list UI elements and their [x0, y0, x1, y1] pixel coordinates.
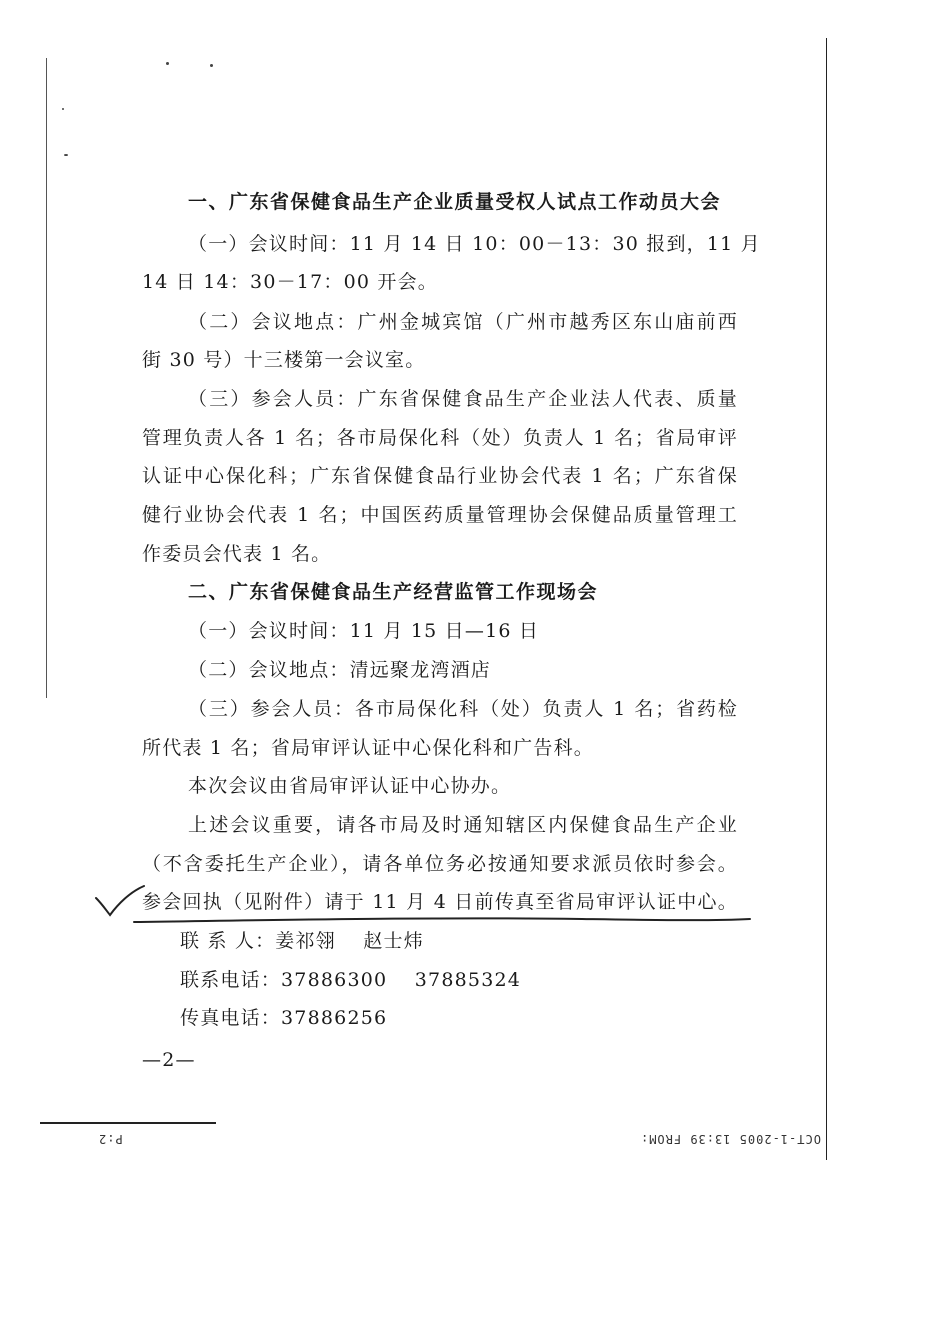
- footer-rule: [40, 1122, 216, 1124]
- section1-place-line1: （二）会议地点：广州金城宾馆（广州市越秀区东山庙前西: [188, 311, 738, 333]
- section2-attendees-line2: 所代表 1 名；省局审评认证中心保化科和广告科。: [142, 737, 594, 759]
- handwritten-underline: [132, 913, 752, 927]
- section1-attendees-line5: 作委员会代表 1 名。: [142, 543, 332, 565]
- page-edge-rule: [826, 38, 827, 1160]
- section1-attendees-line1: （三）参会人员：广东省保健食品生产企业法人代表、质量: [188, 388, 738, 410]
- contact-phone-values: 37886300 37885324: [281, 969, 522, 991]
- page-number: —2—: [142, 1049, 196, 1071]
- section1-attendees-line2: 管理负责人各 1 名；各市局保化科（处）负责人 1 名；省局审评: [142, 427, 738, 449]
- contact-person-names: 姜祁翎 赵士炜: [275, 930, 424, 952]
- note-important-line2: （不含委托生产企业），请各单位务必按通知要求派员依时参会。: [142, 853, 738, 875]
- note-important-line1: 上述会议重要，请各市局及时通知辖区内保健食品生产企业: [188, 814, 738, 836]
- scan-speck: [166, 62, 169, 65]
- section1-heading: 一、广东省保健食品生产企业质量受权人试点工作动员大会: [188, 191, 722, 213]
- contact-fax-label: 传真电话：: [180, 1007, 282, 1029]
- note-cohost: 本次会议由省局审评认证中心协办。: [188, 775, 512, 797]
- section1-time-line2: 14 日 14：30－17：00 开会。: [142, 271, 439, 293]
- fax-page-indicator: P:2: [98, 1132, 123, 1146]
- contact-fax-row: [180, 1006, 387, 1030]
- section1-attendees-line3: 认证中心保化科；广东省保健食品行业协会代表 1 名；广东省保: [142, 465, 738, 487]
- section2-attendees-line1: （三）参会人员：各市局保化科（处）负责人 1 名；省药检: [188, 698, 738, 720]
- contact-person-label: 联 系 人：: [180, 930, 276, 952]
- section2-time-line: （一）会议时间：11 月 15 日—16 日: [188, 620, 540, 642]
- contact-fax-value: 37886256: [281, 1007, 388, 1029]
- section1-time-line1: （一）会议时间：11 月 14 日 10：00－13：30 报到，11 月: [188, 233, 761, 255]
- section1-place-line2: 街 30 号）十三楼第一会议室。: [142, 349, 426, 371]
- section2-heading: 二、广东省保健食品生产经营监管工作现场会: [188, 581, 599, 603]
- contact-phone-label: 联系电话：: [180, 969, 282, 991]
- scan-speck: [64, 154, 68, 156]
- scan-speck: [210, 64, 213, 67]
- scan-speck: [62, 108, 64, 110]
- contact-phone-row: [180, 968, 521, 992]
- binding-edge-rule: [46, 58, 47, 698]
- contact-person-row: [180, 929, 424, 953]
- section1-attendees-line4: 健行业协会代表 1 名；中国医药质量管理协会保健品质量管理工: [142, 504, 738, 526]
- note-receipt-line: 参会回执（见附件）请于 11 月 4 日前传真至省局审评认证中心。: [142, 891, 738, 913]
- fax-transmission-header: OCT-1-2005 13:39 FROM:: [640, 1132, 821, 1146]
- section2-place-line: （二）会议地点：清远聚龙湾酒店: [188, 659, 492, 681]
